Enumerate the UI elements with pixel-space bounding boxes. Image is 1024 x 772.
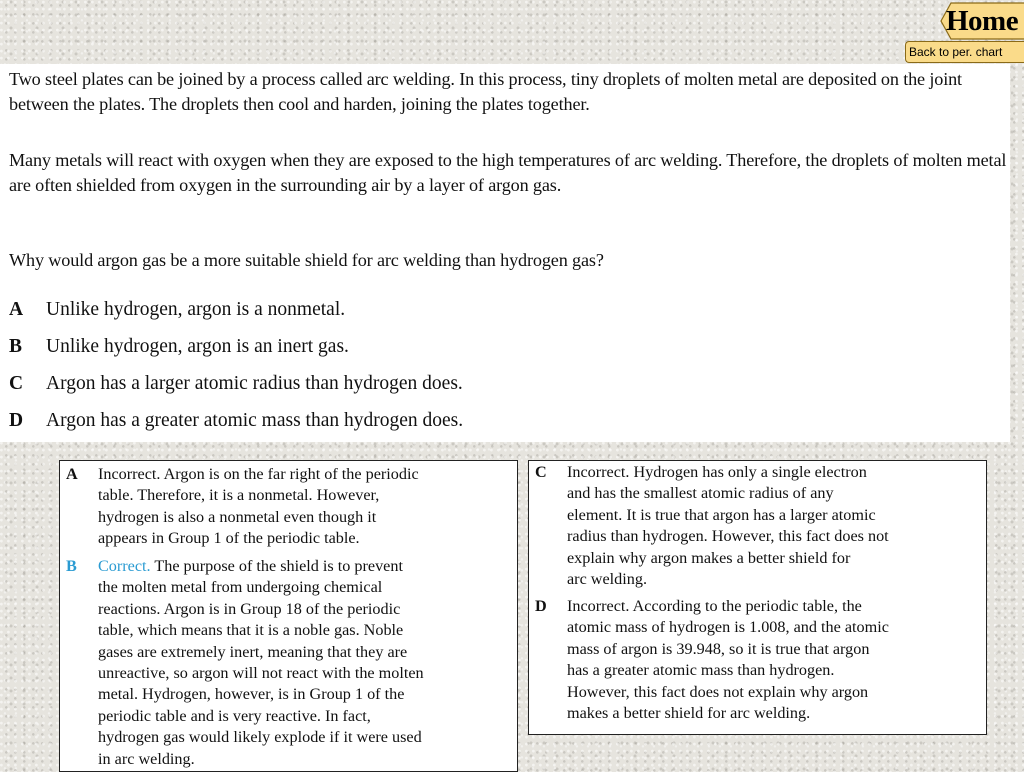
explanation-box-right xyxy=(528,460,987,735)
explanation-letter: C xyxy=(535,463,547,481)
option-letter: D xyxy=(9,410,24,431)
explanation-line: However, this fact does not explain why argon xyxy=(567,682,869,701)
question-prompt: Why would argon gas be a more suitable shield for arc welding than hydrogen gas? xyxy=(9,250,604,270)
option-text: Unlike hydrogen, argon is a nonmetal. xyxy=(46,299,346,320)
explanation-line: metal. Hydrogen, however, is in Group 1 of the xyxy=(98,685,405,704)
explanation-line: Incorrect. According to the periodic table, the xyxy=(567,597,862,615)
explanation-line: table. Therefore, it is a nonmetal. However, xyxy=(98,486,380,505)
explanation-line: Incorrect. Hydrogen has only a single electron xyxy=(567,463,867,481)
explanation-line: the molten metal from undergoing chemical xyxy=(98,578,383,597)
explanation-line: hydrogen is also a nonmetal even though it xyxy=(98,507,377,526)
question-context-paragraph: Many metals will react with oxygen when they are exposed to the high temperatures of arc welding. Therefore, the droplets of molten metal are often shielded from oxygen in the surrounding air by a layer of argon gas. xyxy=(9,150,1007,195)
explanation-line: reactions. Argon is in Group 18 of the periodic xyxy=(98,599,401,618)
explanation-line xyxy=(98,556,514,577)
back-to-periodic-chart-button[interactable]: Back to per. chart xyxy=(905,41,1024,63)
explanation-text xyxy=(98,464,514,550)
explanation-line: unreactive, so argon will not react with the molten xyxy=(98,664,424,683)
explanation-line: radius than hydrogen. However, this fact does not xyxy=(567,527,889,546)
explanation-line: has a greater atomic mass than hydrogen. xyxy=(567,661,835,680)
explanation-line: explain why argon makes a better shield for xyxy=(567,548,851,567)
explanation-line-rest: The purpose of the shield is to prevent xyxy=(150,557,403,575)
explanation-line: periodic table and is very reactive. In fact, xyxy=(98,706,371,725)
explanation-letter: D xyxy=(535,597,547,615)
explanation-line: table, which means that it is a noble gas. Noble xyxy=(98,621,404,640)
explanation-line: hydrogen gas would likely explode if it were used xyxy=(98,728,422,747)
explanation-text xyxy=(98,556,514,770)
option-letter: A xyxy=(9,299,24,320)
explanation-line: appears in Group 1 of the periodic table. xyxy=(98,529,360,548)
correct-label: Correct. xyxy=(98,557,151,575)
explanation-line: element. It is true that argon has a larger atomic xyxy=(567,505,876,524)
option-text: Argon has a greater atomic mass than hydrogen does. xyxy=(46,410,464,431)
explanation-line: Incorrect. Argon is on the far right of the periodic xyxy=(98,465,419,483)
explanation-line: mass of argon is 39.948, so it is true that argon xyxy=(567,639,870,658)
explanation-line: makes a better shield for arc welding. xyxy=(567,704,811,723)
explanation-text xyxy=(567,462,983,590)
question-intro-paragraph: Two steel plates can be joined by a process called arc welding. In this process, tiny droplets of molten metal are deposited on the joint between the plates. The droplets then cool and harden, joining the plates together. xyxy=(9,69,962,114)
explanation-line: atomic mass of hydrogen is 1.008, and the atomic xyxy=(567,618,889,637)
explanation-line: arc welding. xyxy=(567,570,648,589)
explanation-line: in arc welding. xyxy=(98,749,195,768)
home-button-label: Home xyxy=(946,5,1019,37)
question-panel xyxy=(0,64,1010,442)
option-text: Unlike hydrogen, argon is an inert gas. xyxy=(46,336,349,357)
explanation-line: and has the smallest atomic radius of any xyxy=(567,484,834,503)
option-letter: B xyxy=(9,336,23,357)
option-text: Argon has a larger atomic radius than hydrogen does. xyxy=(46,373,463,394)
explanation-box-left xyxy=(59,460,518,772)
explanation-text xyxy=(567,596,983,724)
explanation-line: gases are extremely inert, meaning that they are xyxy=(98,642,408,661)
home-button[interactable] xyxy=(940,2,1024,40)
explanation-letter-correct: B xyxy=(66,557,77,575)
explanation-letter: A xyxy=(66,465,78,483)
option-letter: C xyxy=(9,373,24,394)
